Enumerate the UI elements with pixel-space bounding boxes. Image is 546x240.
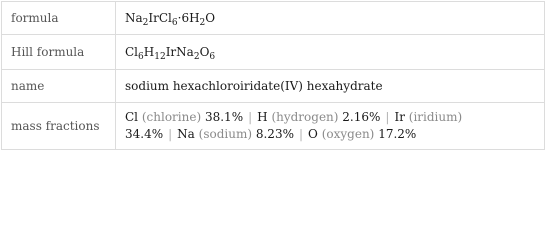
hill-subscript: 2 [193,52,200,62]
element-fraction: 17.2% [378,127,417,141]
formula-subscript: 2 [199,18,206,28]
element-symbol: O [308,127,318,141]
hill-subscript: 6 [138,52,144,62]
separator: | [385,110,390,124]
formula-subscript: 2 [142,18,149,28]
hill-subscript: 12 [154,52,166,62]
element-symbol: Na [177,127,195,141]
hill-formula-value [116,35,545,70]
hill-subscript: 6 [209,52,216,62]
mass-fractions-label: mass fractions [2,103,116,150]
formula-subscript: 6 [171,18,178,28]
formula-row [2,2,545,35]
mass-fractions-line-1 [125,109,535,126]
hill-formula-row [2,35,545,70]
properties-panel [0,1,546,150]
element-symbol: H [257,110,268,124]
hill-part: O [199,45,210,59]
separator: | [248,110,253,124]
separator: | [298,127,304,141]
hill-part: Cl [125,45,139,59]
element-symbol: Ir [394,110,405,124]
element-symbol: Cl [125,110,139,124]
name-value: sodium hexachloroiridate(IV) hexahydrate [116,70,545,103]
mass-fractions-value [116,103,545,150]
element-fraction: 2.16% [342,110,381,124]
properties-table [1,1,545,150]
element-name: (hydrogen) [271,110,339,124]
formula-part: O [205,11,216,25]
element-name: (chlorine) [141,110,202,124]
name-label: name [2,70,116,103]
formula-part: ·6H [177,11,200,25]
mass-fractions-line-2 [125,126,535,143]
formula-part: Na [125,11,143,25]
formula-label: formula [2,2,116,35]
element-fraction: 38.1% [204,110,244,124]
hill-part: H [143,45,155,59]
hill-formula-label: Hill formula [2,35,116,70]
element-name: (oxygen) [321,127,375,141]
hill-part: IrNa [165,45,194,59]
element-name: (iridium) [408,110,463,124]
formula-value [116,2,545,35]
name-row [2,70,545,103]
element-name: (sodium) [198,127,253,141]
element-fraction: 34.4% [125,127,164,141]
formula-part: IrCl [148,11,172,25]
element-fraction: 8.23% [255,127,294,141]
separator: | [168,127,173,141]
mass-fractions-row [2,103,545,150]
